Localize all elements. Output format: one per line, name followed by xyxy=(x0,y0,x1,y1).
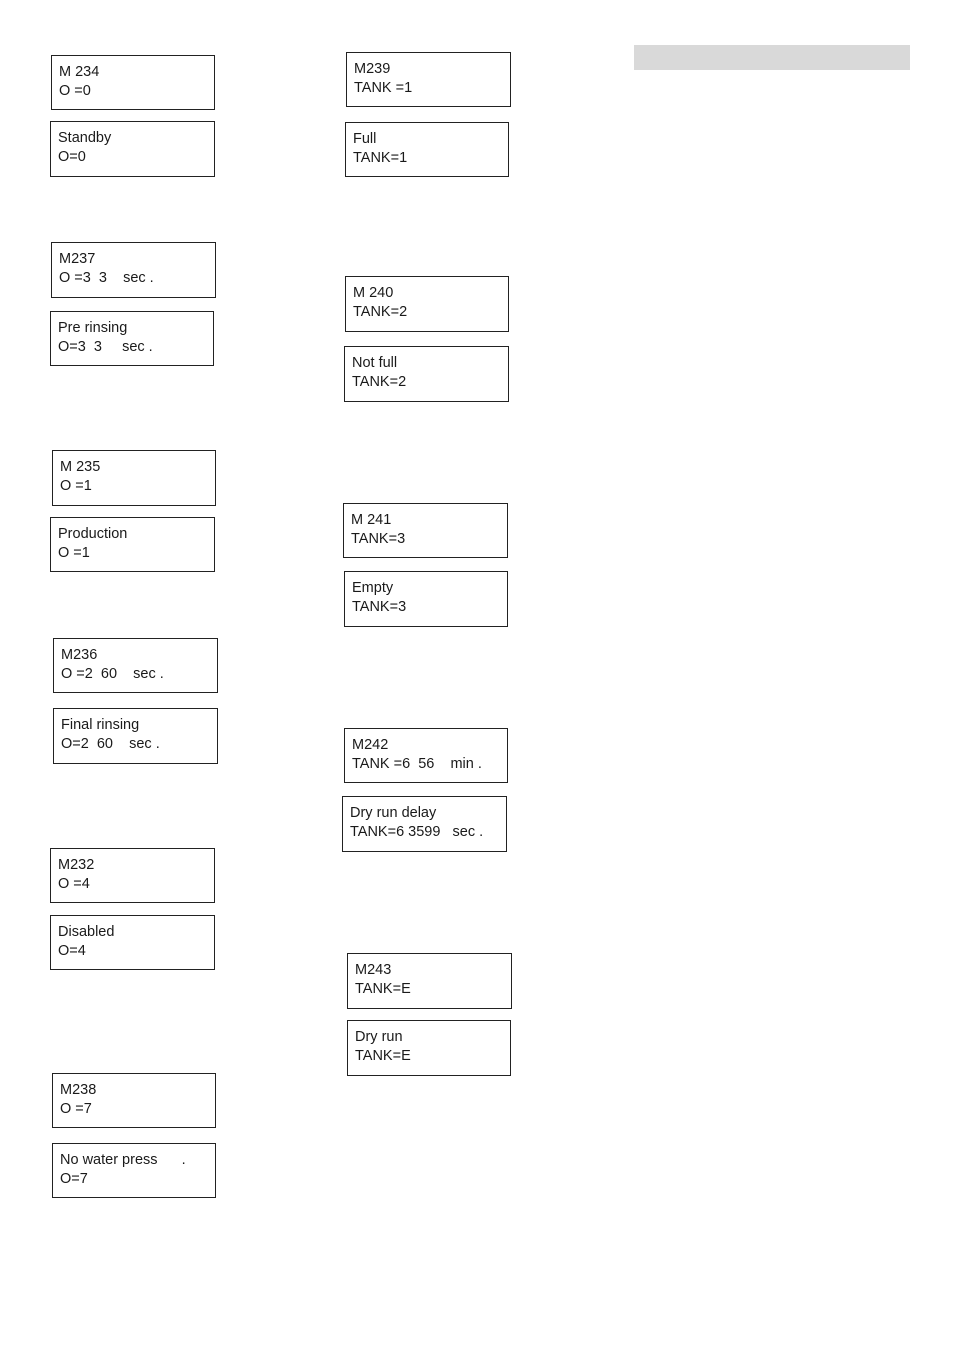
display-line-1: Full xyxy=(353,131,377,147)
display-line-2: O =1 xyxy=(60,477,92,494)
display-box-not-full xyxy=(344,346,509,402)
display-line-1: Dry run xyxy=(355,1029,403,1045)
display-line-2: O =0 xyxy=(59,82,91,99)
display-box-m242 xyxy=(344,728,508,783)
display-line-2: TANK=3 xyxy=(352,598,407,615)
display-box-m237 xyxy=(51,242,216,298)
display-line-1: Not full xyxy=(352,355,398,371)
display-line-2: O=2 60 sec . xyxy=(61,735,160,752)
display-line-2: O =2 60 sec . xyxy=(61,665,164,682)
display-line-2: O =1 xyxy=(58,544,90,561)
display-line-1: M 241 xyxy=(351,512,392,528)
display-box-empty xyxy=(344,571,508,627)
display-line-1: M237 xyxy=(59,251,96,267)
display-line-1: M 234 xyxy=(59,64,100,80)
display-line-1: Disabled xyxy=(58,924,115,940)
display-box-standby xyxy=(50,121,215,177)
display-line-1: No water press . xyxy=(60,1152,186,1168)
display-line-2: O=3 3 sec . xyxy=(58,338,153,355)
display-line-2: TANK=1 xyxy=(353,149,408,166)
display-line-1: Final rinsing xyxy=(61,717,140,733)
display-box-m240 xyxy=(345,276,509,332)
display-line-2: O =7 xyxy=(60,1100,92,1117)
display-line-1: Standby xyxy=(58,130,112,146)
display-line-2: TANK=E xyxy=(355,1047,411,1064)
display-box-pre-rinsing xyxy=(50,311,214,366)
display-line-1: M232 xyxy=(58,857,95,873)
display-line-2: O =4 xyxy=(58,875,90,892)
display-box-m241 xyxy=(343,503,508,558)
display-box-dry-run-delay xyxy=(342,796,507,852)
display-line-2: TANK =1 xyxy=(354,79,413,96)
display-box-m239 xyxy=(346,52,511,107)
display-line-2: O=7 xyxy=(60,1170,88,1187)
display-box-full xyxy=(345,122,509,177)
display-line-2: TANK=6 3599 sec . xyxy=(350,823,484,840)
display-line-1: Pre rinsing xyxy=(58,320,128,336)
display-box-no-water-press xyxy=(52,1143,216,1198)
display-box-disabled xyxy=(50,915,215,970)
display-box-m238 xyxy=(52,1073,216,1128)
display-line-2: TANK=E xyxy=(355,980,411,997)
display-box-m234 xyxy=(51,55,215,110)
display-box-m243 xyxy=(347,953,512,1009)
display-box-m236 xyxy=(53,638,218,693)
display-line-1: Production xyxy=(58,526,128,542)
display-line-1: M243 xyxy=(355,962,392,978)
display-line-1: Dry run delay xyxy=(350,805,437,821)
display-line-1: M239 xyxy=(354,61,391,77)
display-line-1: M238 xyxy=(60,1082,97,1098)
display-line-2: TANK=2 xyxy=(353,303,408,320)
display-line-1: M 235 xyxy=(60,459,101,475)
display-line-2: O=0 xyxy=(58,148,86,165)
display-box-production xyxy=(50,517,215,572)
display-line-2: O=4 xyxy=(58,942,86,959)
display-box-final-rinsing xyxy=(53,708,218,764)
display-line-2: TANK=3 xyxy=(351,530,406,547)
display-line-2: TANK=2 xyxy=(352,373,407,390)
display-box-m235 xyxy=(52,450,216,506)
display-line-1: Empty xyxy=(352,580,394,596)
display-line-1: M242 xyxy=(352,737,389,753)
display-box-dry-run xyxy=(347,1020,511,1076)
display-line-2: TANK =6 56 min . xyxy=(352,755,482,772)
display-line-1: M236 xyxy=(61,647,98,663)
display-box-m232 xyxy=(50,848,215,903)
display-line-1: M 240 xyxy=(353,285,394,301)
display-line-2: O =3 3 sec . xyxy=(59,269,154,286)
header-bar xyxy=(634,45,910,70)
